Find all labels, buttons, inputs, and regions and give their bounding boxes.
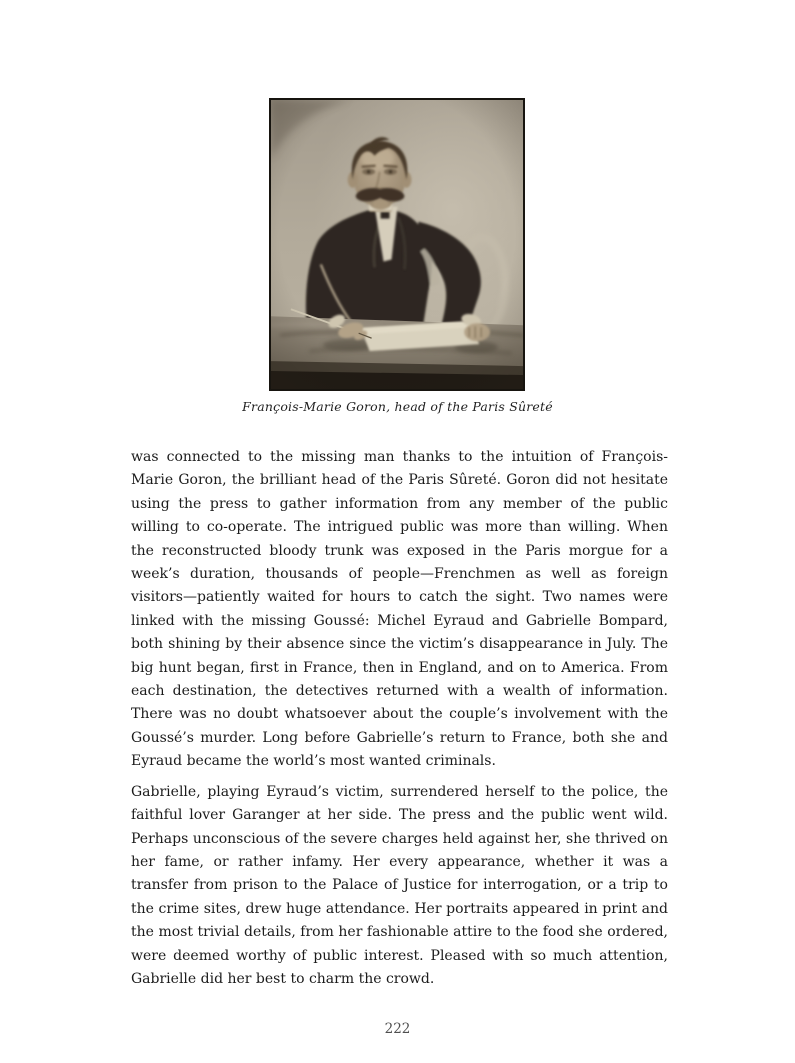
figure-caption: François-Marie Goron, head of the Paris Sûreté: [242, 399, 553, 414]
article-text: [131, 446, 668, 998]
portrait-photo: [269, 98, 525, 391]
paragraph-1: was connected to the missing man thanks to the intuition of François-Marie Goron, the brilliant head of the Paris Sûreté. Goron did not hesitate using the press to gather information from any member of the public willing to co-operate. The intrigued public was more than willing. When the reconstructed bloody trunk was exposed in the Paris morgue for a week’s duration, thousands of people—Frenchmen as well as foreign visitors—patiently waited for hours to catch the sight. Two names were linked with the missing Goussé: Michel Eyraud and Gabrielle Bompard, both shining by their absence since the victim’s disappearance in July. The big hunt began, first in France, then in England, and on to America. From each destination, the detectives returned with a wealth of information. There was no doubt whatsoever about the couple’s involvement with the Goussé’s murder. Long before Gabrielle’s return to France, both she and Eyraud became the world’s most wanted criminals.: [131, 449, 668, 770]
page-number: 222: [384, 1021, 411, 1037]
paragraph-2: Gabrielle, playing Eyraud’s victim, surrendered herself to the police, the faithful lover Garanger at her side. The press and the public went wild. Perhaps unconscious of the severe charges held against her, she thrived on her fame, or rather infamy. Her every appearance, whether it was a transfer from prison to the Palace of Justice for interrogation, or a trip to the crime sites, drew huge attendance. Her portraits appeared in print and the most trivial details, from her fashionable attire to the food she ordered, were deemed worthy of public interest. Pleased with so much attention, Gabrielle did her best to charm the crowd.: [131, 783, 668, 987]
portrait-photo-illustration: [271, 100, 523, 389]
